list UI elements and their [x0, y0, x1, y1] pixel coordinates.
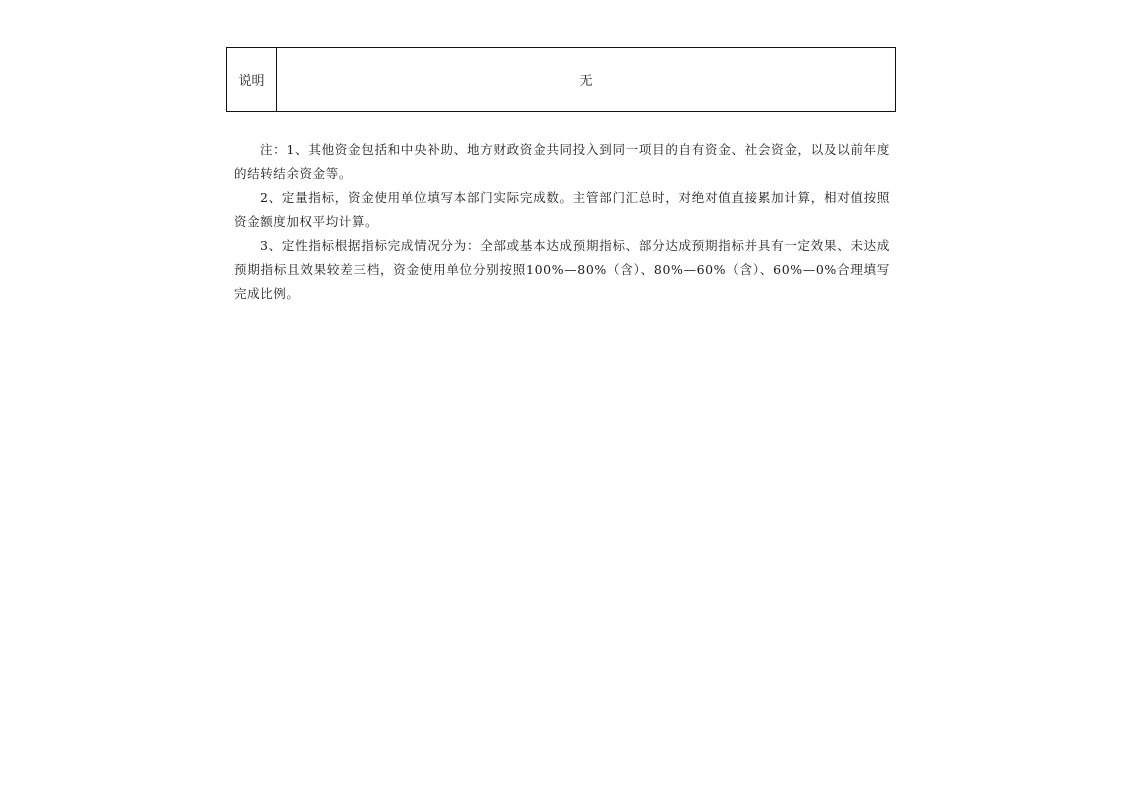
note-paragraph-3: 3、定性指标根据指标完成情况分为：全部或基本达成预期指标、部分达成预期指标并具有一定效果、未达成预期指标且效果较差三档，资金使用单位分别按照100%—80%（含）、80%—60%（含）、60%—0%合理填写完成比例。 — [234, 238, 890, 301]
table-row — [227, 48, 896, 112]
description-table — [226, 47, 896, 112]
notes-section — [234, 138, 890, 306]
description-value: 无 — [277, 48, 896, 112]
note-paragraph-1: 注：1、其他资金包括和中央补助、地方财政资金共同投入到同一项目的自有资金、社会资金，以及以前年度的结转结余资金等。 — [234, 142, 890, 181]
note-paragraph-2: 2、定量指标，资金使用单位填写本部门实际完成数。主管部门汇总时，对绝对值直接累加计算，相对值按照资金额度加权平均计算。 — [234, 190, 890, 229]
description-label: 说明 — [227, 48, 277, 112]
